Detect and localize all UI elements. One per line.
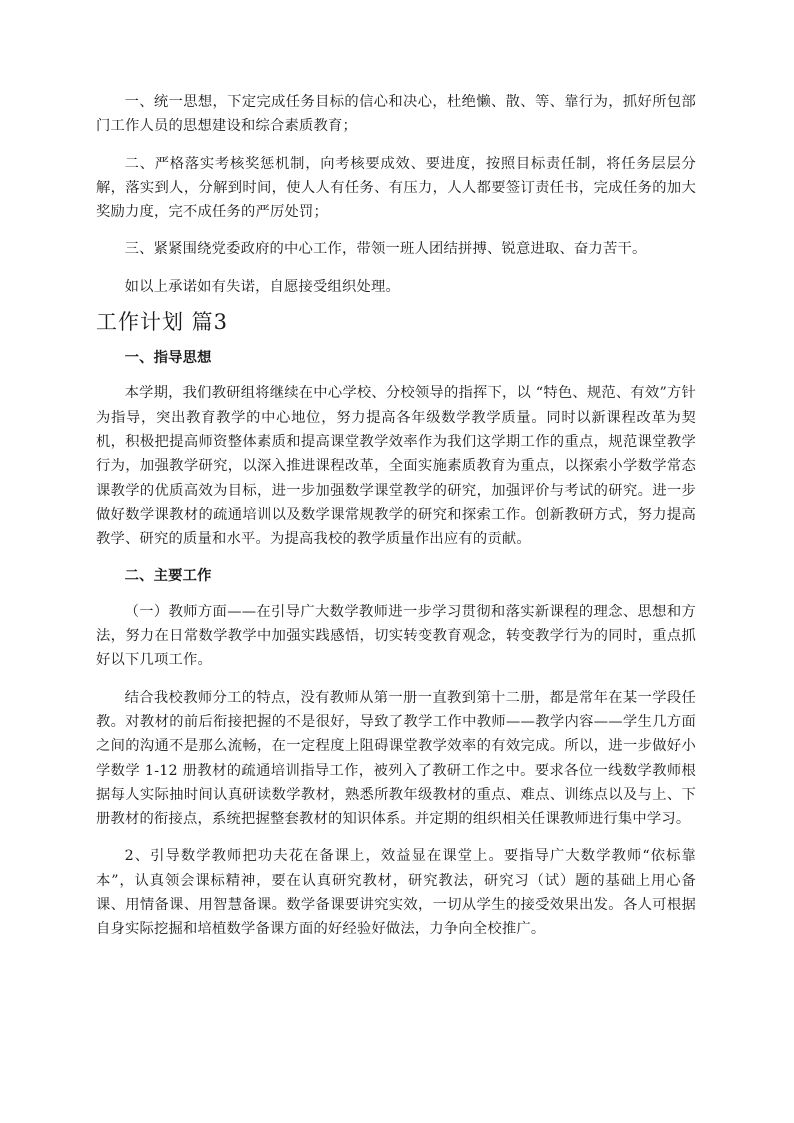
section-title: 工作计划 篇3: [96, 310, 229, 335]
paragraph-commitment-2: 二、严格落实考核奖惩机制，向考核要成效、要进度，按照目标责任制，将任务层层分解，落实到人，分解到时间，使人人有任务、有压力，人人都要签订责任书，完成任务的加大奖励力度，完不成任务的严厉处罚；: [96, 155, 696, 221]
paragraph-lesson-prep: 2、引导数学教师把功夫花在备课上，效益显在课堂上。要指导广大数学教师“依标靠本”，认真领会课标精神，要在认真研究教材，研究教法，研究习（试）题的基础上用心备课、用情备课、用智慧备课。数学备课要讲究实效，一切从学生的接受效果出发。各人可根据自身实际挖掘和培植数学备课方面的好经验好做法，力争向全校推广。: [96, 848, 696, 938]
document-page: [96, 90, 696, 942]
paragraph-teacher-aspect: （一）教师方面——在引导广大数学教师进一步学习贯彻和落实新课程的理念、思想和方法，努力在日常数学教学中加强实践感悟，切实转变教育观念，转变教学行为的同时，重点抓好以下几项工作。: [96, 603, 696, 669]
paragraph-commitment-3: 三、紧紧围绕党委政府的中心工作，带领一班人团结拼搏、锐意进取、奋力苦干。: [124, 241, 647, 258]
paragraph-commitment-closing: 如以上承诺如有失诺，自愿接受组织处理。: [124, 278, 401, 295]
paragraph-teacher-division: 结合我校教师分工的特点，没有教师从第一册一直教到第十二册，都是常年在某一学段任教。对教材的前后衔接把握的不是很好，导致了教学工作中教师——教学内容——学生几方面之间的沟通不是那么流畅，在一定程度上阻碍课堂教学效率的有效完成。所以，进一步做好小学数学 1-12 册教材的疏通培训指导工作，被列入了教研工作之中。要求各位一线数学教师根据每人实际抽时间认真研读数学教材，熟悉所教年级教材的重点、难点、训练点以及与上、下册教材的衔接点，系统把握整套教材的知识体系。并定期的组织相关任课教师进行集中学习。: [96, 689, 696, 828]
heading-main-work: 二、主要工作: [124, 568, 212, 585]
heading-guiding-ideology: 一、指导思想: [124, 350, 212, 367]
paragraph-commitment-1: 一、统一思想，下定完成任务目标的信心和决心，杜绝懒、散、等、靠行为，抓好所包部门工作人员的思想建设和综合素质教育；: [96, 94, 696, 135]
paragraph-guiding-ideology: 本学期，我们教研组将继续在中心学校、分校领导的指挥下，以 “特色、规范、有效”方针为指导，突出教育教学的中心地位，努力提高各年级数学教学质量。同时以新课程改革为契机，积极把提高师资整体素质和提高课堂教学效率作为我们这学期工作的重点，规范课堂教学行为，加强教学研究，以深入推进课程改革，全面实施素质教育为重点，以探索小学数学常态课教学的优质高效为目标，进一步加强数学课堂教学的研究，加强评价与考试的研究。进一步做好数学课教材的疏通培训以及数学课常规教学的研究和探索工作。创新教研方式，努力提高教学、研究的质量和水平。为提高我校的教学质量作出应有的贡献。: [96, 385, 696, 548]
